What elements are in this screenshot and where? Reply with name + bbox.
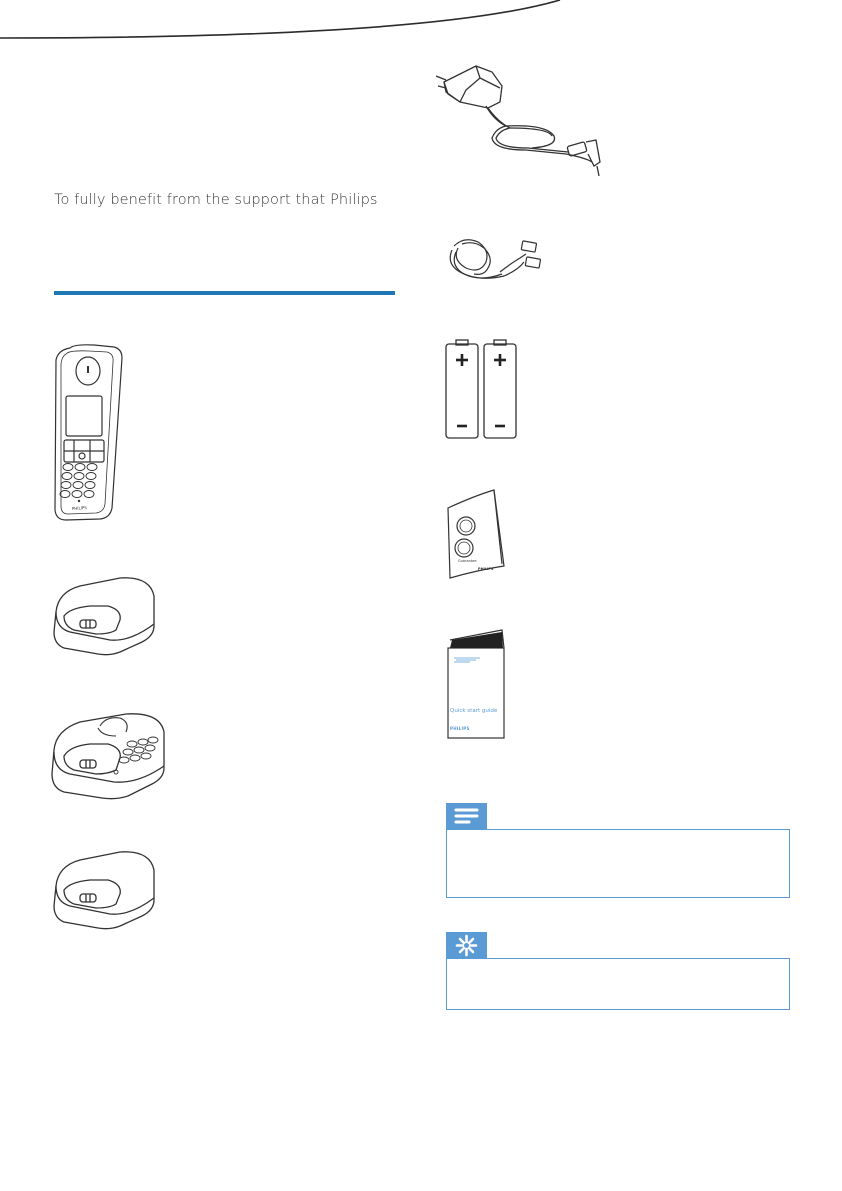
quick-start-guide-illustration — [446, 628, 510, 740]
power-adapter-icon — [436, 62, 611, 182]
intro-paragraph: To fully benefit from the support that Philips — [54, 192, 378, 208]
base-station-illustration — [50, 710, 170, 802]
charger-illustration-1 — [50, 572, 160, 658]
batteries-icon — [444, 338, 520, 440]
note-icon — [446, 803, 487, 830]
tip-callout — [446, 932, 792, 1012]
batteries-illustration — [444, 338, 520, 440]
handset-illustration — [44, 340, 134, 530]
note-callout — [446, 803, 792, 899]
leaflet-label: Guarantee — [458, 559, 477, 563]
line-cord-illustration — [444, 228, 544, 290]
note-tab — [446, 803, 487, 830]
charger-icon — [50, 572, 160, 658]
section-rule — [54, 291, 395, 295]
handset-icon — [44, 340, 134, 530]
tip-box — [446, 958, 790, 1010]
quick-start-guide-icon — [446, 628, 510, 740]
line-cord-icon — [444, 228, 544, 290]
guide-cover-brand: PHILIPS — [450, 726, 470, 731]
charger-illustration-2 — [50, 846, 160, 932]
svg-text:PHILIPS: PHILIPS — [71, 504, 88, 511]
leaflet-brand: PHILIPS — [478, 567, 494, 571]
power-adapter-illustration — [436, 62, 611, 182]
page-edge-arc — [0, 0, 842, 40]
note-box — [446, 829, 790, 898]
tip-icon — [446, 932, 487, 959]
guarantee-leaflet-icon — [444, 486, 506, 580]
guide-cover-title: Quick start guide — [450, 708, 498, 714]
guarantee-leaflet-illustration — [444, 486, 506, 580]
tip-tab — [446, 932, 487, 959]
base-station-icon — [50, 710, 170, 802]
charger-icon — [50, 846, 160, 932]
